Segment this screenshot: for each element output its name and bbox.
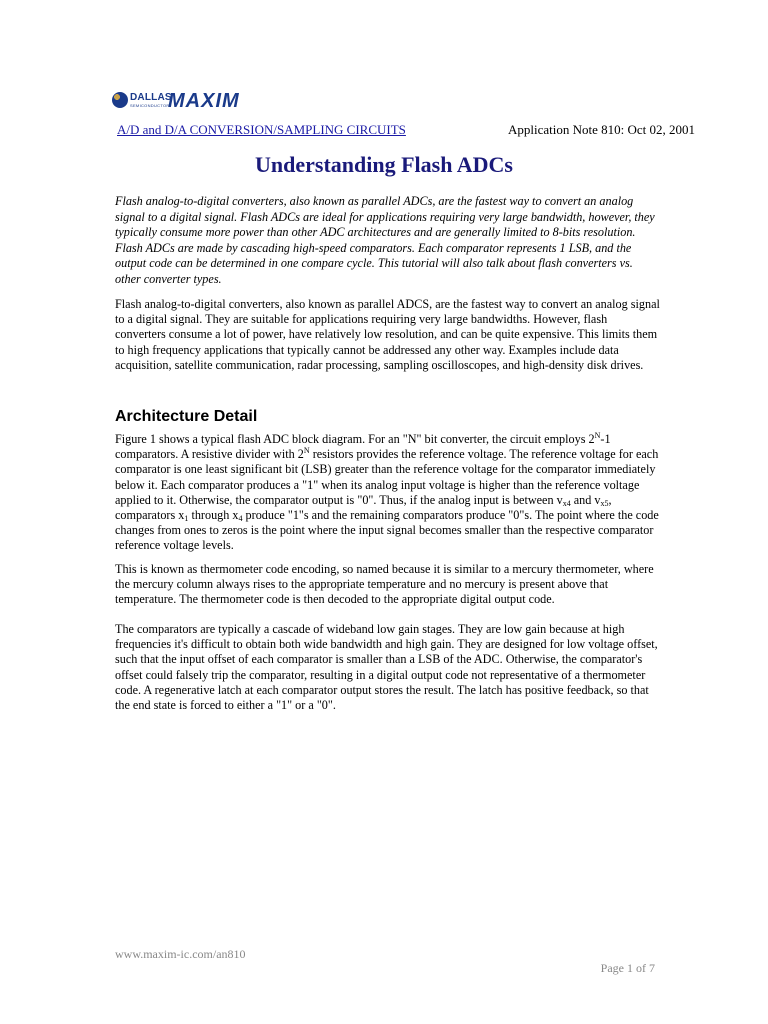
page-number: Page 1 of 7 (600, 961, 655, 975)
thermometer-paragraph: This is known as thermometer code encoding, so named because it is similar to a mercury thermometer, where the mercury column always rises to the appropriate temperature and no mercury is present above that temperature. The thermometer code is then decoded to the appropriate digital output code. (115, 562, 654, 607)
page-title: Understanding Flash ADCs (255, 152, 513, 177)
category-link[interactable]: A/D and D/A CONVERSION/SAMPLING CIRCUITS (117, 122, 406, 137)
dallas-maxim-logo (112, 90, 282, 112)
intro-paragraph: Flash analog-to-digital converters, also known as parallel ADCS, are the fastest way to convert an analog signal to a digital signal. They are suitable for applications requiring very large bandwidths. However, flash converters consume a lot of power, have relatively low resolution, and can be quite expensive. This limits them to high frequency applications that typically cannot be addressed any other way. Examples include data acquisition, satellite communication, radar processing, sampling oscilloscopes, and high-density disk drives. (115, 297, 660, 372)
logo-maxim-text: MAXIM (168, 90, 240, 112)
abstract-paragraph: Flash analog-to-digital converters, also known as parallel ADCs, are the fastest way to convert an analog signal to a digital signal. Flash ADCs are ideal for applications requiring very large bandwidth, however, they typically consume more power than other ADC architectures and are generally limited to 8-bits resolution. Flash ADCs are made by cascading high-speed comparators. Each comparator represents 1 LSB, and the output code can be determined in one compare cycle. This tutorial will also talk about flash converters vs. other converter types. (115, 194, 655, 286)
architecture-paragraph: Figure 1 shows a typical flash ADC block diagram. For an "N" bit converter, the circuit employs $2^N-1$ comparators. A resistive divider with $2^N$ resistors provides the reference voltage. The reference voltage for each comparator is one least significant bit (LSB) greater than the reference voltage for the comparator immediately below it. Each comparator produces a "1" when its analog input voltage is higher than the reference voltage applied to it. Otherwise, the comparator output is "0". Thus, if the analog input is between $v_{x4}$ and $v_{x5}$, comparators $x_1$ through $x_4$ produce "1"s and the remaining comparators produce "0"s. The point where the code changes from ones to zeros is the point where the input signal becomes smaller than the respective comparator reference voltage levels. (115, 431, 659, 553)
dallas-logo-icon (112, 92, 128, 108)
logo-semiconductor-text: SEMICONDUCTOR (130, 103, 170, 108)
footer-url: www.maxim-ic.com/an810 (115, 947, 246, 961)
application-note-label: Application Note 810: Oct 02, 2001 (507, 122, 695, 137)
section-heading: Architecture Detail (115, 408, 258, 425)
logo-dallas-text: DALLAS (130, 92, 172, 103)
comparators-paragraph: The comparators are typically a cascade of wideband low gain stages. They are low gain because at high frequencies it's difficult to obtain both wide bandwidth and high gain. They are designed for low voltage offset, such that the input offset of each comparator is smaller than a LSB of the ADC. Otherwise, the comparator's offset could falsely trip the comparator, resulting in a digital output code not representative of a thermometer code. A regenerative latch at each comparator output stores the result. The latch has positive feedback, so that the end state is forced to either a "1" or a "0". (115, 622, 658, 713)
